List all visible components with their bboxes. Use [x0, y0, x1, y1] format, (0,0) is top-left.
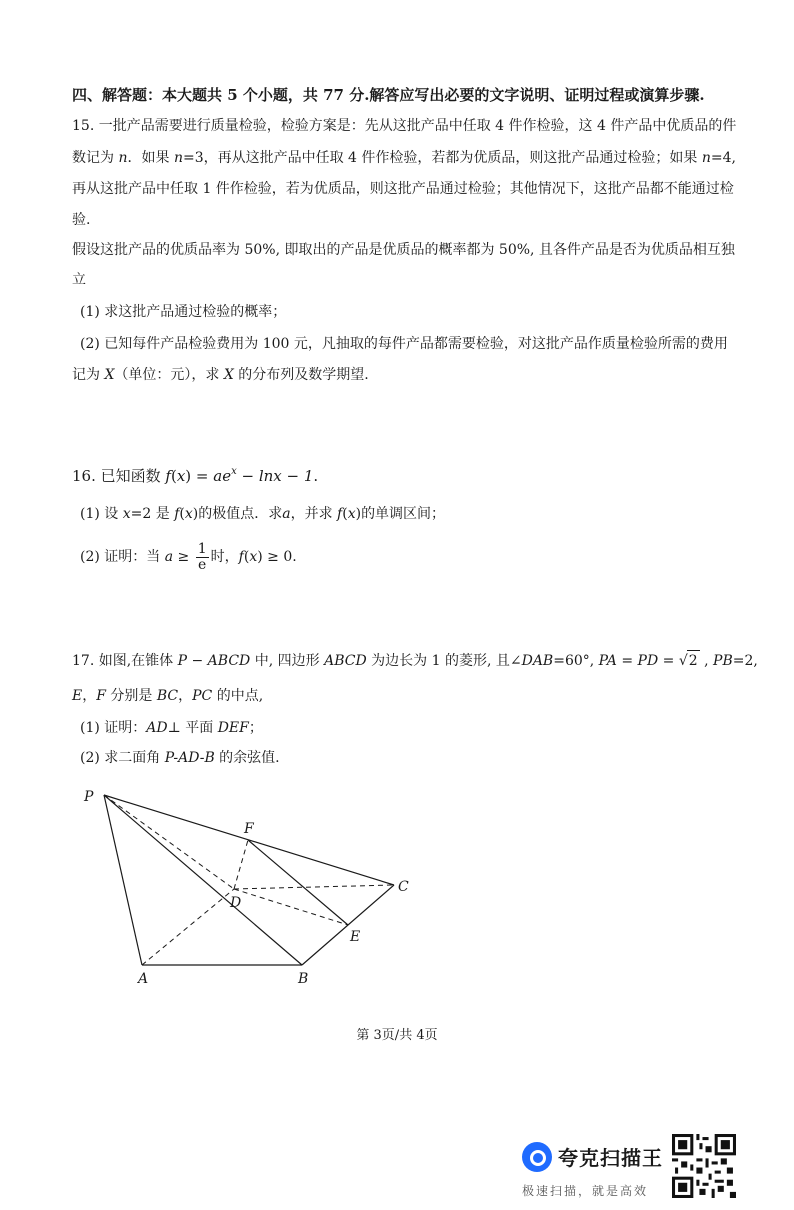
page-number: 第 3页/共 4页 — [356, 1028, 438, 1043]
q17-text: ， — [178, 688, 193, 704]
edge-pc — [104, 795, 394, 885]
vertex-label-d: D — [230, 895, 242, 911]
q16-text: 的极值点．求 — [198, 506, 283, 522]
q16-text: ≥ — [173, 549, 194, 565]
q15-text: 记为 — [72, 367, 105, 383]
edge-ad-hidden — [142, 889, 234, 965]
q16-text: ，并求 — [290, 506, 338, 522]
q17-math: F — [96, 688, 106, 704]
vertex-label-f: F — [244, 821, 254, 837]
qr-code-icon — [672, 1134, 736, 1198]
q17-math: P-AD-B — [164, 750, 215, 766]
q17-text: 的余弦值. — [214, 750, 280, 766]
q17-math: BC — [156, 688, 179, 704]
edge-pd-hidden — [104, 795, 234, 889]
fraction-numerator: 1 — [197, 540, 207, 557]
q15-text: 数记为 — [72, 150, 119, 166]
q17-sqrt: 2 — [687, 650, 700, 671]
q17-math: ABCD — [324, 653, 367, 669]
q15-line-5: 假设这批产品的优质品率为 50%, 即取出的产品是优质品的概率都为 50%, 且各件产品是否为优质品相互独 — [72, 242, 735, 258]
q15-part-2b — [72, 365, 369, 385]
q17-math: AD — [146, 720, 168, 736]
q17-text: 分别是 — [105, 688, 157, 704]
q16-var-x: x — [347, 506, 356, 522]
q15-var-n: n — [701, 150, 711, 166]
q16-func-f: f — [337, 506, 343, 522]
q16-text: =2 是 — [130, 506, 175, 522]
q15-part-1: (1) 求这批产品通过检验的概率； — [80, 304, 287, 320]
q17-text: (1) 证明： — [80, 720, 147, 736]
q17-math: E — [72, 688, 83, 704]
q16-part-2: (2) 证明：当 a ≥ $\frac{1}{e}$ 时，f(x) ≥ 0. — [80, 540, 297, 573]
q16-text: ≥ 0 — [262, 549, 293, 565]
q15-text: ．如果 — [127, 150, 174, 166]
vertex-label-b: B — [298, 971, 309, 987]
brand-slogan: 极速扫描，就是高效 — [522, 1184, 649, 1198]
q17-part-2 — [80, 748, 280, 768]
q15-var-x: X — [223, 367, 234, 383]
q16-var-x: x — [249, 549, 258, 565]
q15-text: （单位：元），求 — [114, 367, 224, 383]
q17-text: 为边长为 1 的菱形, 且∠ — [366, 653, 522, 669]
q17-math: PB — [713, 653, 733, 669]
q15-text: =4, — [710, 150, 736, 166]
q15-line-3: 再从这批产品中任取 1 件作检验，若为优质品，则这批产品通过检验；其他情况下，这批产品都不能通过检 — [72, 181, 734, 197]
q16-func-f: f — [174, 506, 180, 522]
q17-text: 中, 四边形 — [250, 653, 325, 669]
q17-text: ， — [82, 688, 97, 704]
q17-math: DAB — [521, 653, 554, 669]
q16-text: (2) 证明：当 — [80, 549, 165, 565]
q16-text: . — [292, 549, 297, 565]
segment-df-hidden — [234, 840, 248, 889]
q16-text: (1) 设 — [80, 506, 123, 522]
q16-text: 16. 已知函数 — [72, 467, 166, 485]
q15-text: =3，再从这批产品中任取 4 件作检验，若都为优质品，则这批产品通过检验；如果 — [182, 150, 702, 166]
q17-line-2 — [72, 686, 263, 706]
q16-text: . — [313, 467, 319, 485]
q15-part-2a: (2) 已知每件产品检验费用为 100 元，凡抽取的每件产品都需要检验，对这批产品作质量检验所需的费用 — [80, 336, 728, 352]
q16-func-f: f — [238, 549, 244, 565]
q16-var-x: x — [184, 506, 193, 522]
edge-dc-hidden — [234, 885, 394, 889]
segment-de-hidden — [234, 889, 348, 925]
vertex-label-p: P — [84, 789, 94, 805]
q17-math: PC — [192, 688, 213, 704]
q17-text: ； — [248, 720, 263, 736]
q16-func-f: f — [165, 467, 171, 485]
q16-text: 时， — [210, 549, 239, 565]
q15-line-4: 验. — [72, 212, 91, 228]
fraction-denominator: e — [198, 556, 207, 573]
q17-line-1: 17. 如图,在锥体 P − ABCD 中, 四边形 ABCD 为边长为 1 的菱形, 且∠DAB=60°, PA = PD = √2 , PB=2, — [72, 650, 758, 671]
scanner-watermark — [522, 1138, 672, 1198]
q17-text: ⊥ 平面 — [167, 720, 218, 736]
q16-var-a: a — [282, 506, 291, 522]
edge-pb — [104, 795, 302, 965]
q15-line-6: 立 — [72, 272, 86, 288]
q15-var-x: X — [104, 367, 115, 383]
edge-pa — [104, 795, 142, 965]
q15-var-n: n — [118, 150, 128, 166]
q16-var-a: a — [164, 549, 174, 565]
q16-var-x: x — [122, 506, 131, 522]
q17-part-1 — [80, 718, 263, 738]
q16-exp: x — [231, 466, 237, 477]
q17-math: DEF — [217, 720, 249, 736]
vertex-label-a: A — [138, 971, 149, 987]
vertex-label-c: C — [398, 879, 409, 895]
q17-math: P − ABCD — [177, 653, 251, 669]
quark-logo-icon — [522, 1142, 552, 1172]
q16-eq: − lnx − 1 — [236, 467, 314, 485]
q16-part-1: (1) 设 x=2 是 f(x)的极值点．求a，并求 f(x)的单调区间； — [80, 506, 446, 522]
q15-var-n: n — [173, 150, 183, 166]
q17-text: (2) 求二面角 — [80, 750, 165, 766]
q16-fraction — [196, 542, 209, 573]
q16-var-x: x — [176, 467, 186, 485]
pyramid-figure — [80, 785, 430, 990]
q15-line-2 — [72, 148, 736, 168]
q15-text: 的分布列及数学期望. — [233, 367, 369, 383]
q16-text: 的单调区间； — [361, 506, 446, 522]
q17-text: =2, — [732, 653, 758, 669]
q16-line-1: 16. 已知函数 $f(x) = ae^x - \ln x - 1$. — [72, 466, 319, 485]
q17-math: PA = PD = — [598, 653, 679, 669]
q17-text: , — [699, 653, 714, 669]
q17-text: 17. 如图,在锥体 — [72, 653, 178, 669]
q15-line-1: 15. 一批产品需要进行质量检验，检验方案是：先从这批产品中任取 4 件作检验，这 4 件产品中优质品的件 — [72, 118, 737, 134]
vertex-label-e: E — [350, 929, 361, 945]
q17-text: =60°, — [553, 653, 599, 669]
q16-eq: = ae — [191, 467, 232, 485]
section-heading: 四、解答题：本大题共 5 个小题，共 77 分.解答应写出必要的文字说明、证明过程或演算步骤. — [72, 86, 705, 104]
q17-text: 的中点, — [212, 688, 264, 704]
segment-fe — [248, 840, 348, 925]
brand-name: 夸克扫描王 — [558, 1146, 663, 1170]
